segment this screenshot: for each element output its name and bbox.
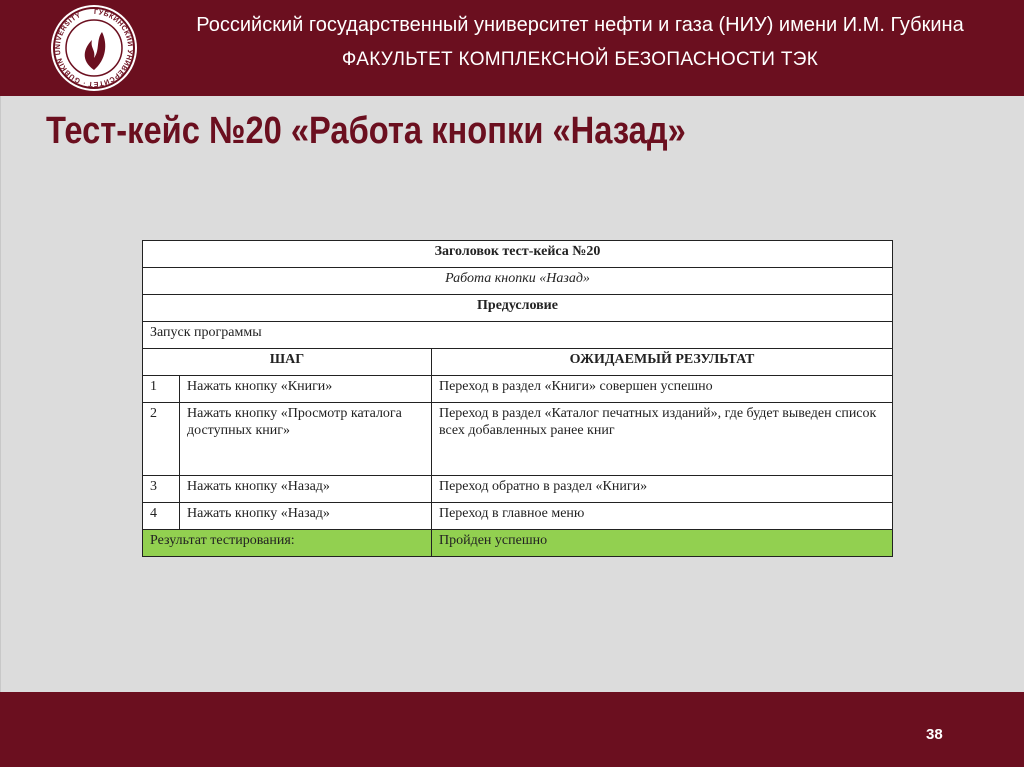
- step-number: 4: [143, 503, 180, 530]
- step-action: Нажать кнопку «Просмотр каталога доступных книг»: [180, 403, 432, 476]
- result-label: Результат тестирования:: [143, 530, 432, 557]
- step-number: 1: [143, 376, 180, 403]
- column-header-expected: ОЖИДАЕМЫЙ РЕЗУЛЬТАТ: [431, 349, 892, 376]
- page-number: 38: [926, 726, 943, 743]
- university-logo: [50, 4, 138, 92]
- step-action: Нажать кнопку «Назад»: [180, 476, 432, 503]
- university-name: Российский государственный университет нефти и газа (НИУ) имени И.М. Губкина: [196, 14, 964, 36]
- test-case-table: [142, 240, 893, 557]
- test-case-header-label: Заголовок тест-кейса №20: [143, 241, 893, 268]
- step-action: Нажать кнопку «Книги»: [180, 376, 432, 403]
- svg-text:ГУБКИНСКИЙ УНИВЕРСИТЕТ · GUBKI: ГУБКИНСКИЙ УНИВЕРСИТЕТ · GUBKIN UNIVERSITY: [54, 8, 134, 88]
- table-row: [143, 476, 893, 503]
- step-expected: Переход в раздел «Каталог печатных изданий», где будет выведен список всех добавленных ранее книг: [431, 403, 892, 476]
- step-expected: Переход в раздел «Книги» совершен успешно: [431, 376, 892, 403]
- test-case-name: Работа кнопки «Назад»: [143, 268, 893, 295]
- step-action: Нажать кнопку «Назад»: [180, 503, 432, 530]
- precondition-label: Предусловие: [143, 295, 893, 322]
- slide-title: Тест-кейс №20 «Работа кнопки «Назад»: [46, 110, 686, 152]
- precondition-value: Запуск программы: [143, 322, 893, 349]
- step-expected: Переход в главное меню: [431, 503, 892, 530]
- result-row: [143, 530, 893, 557]
- faculty-name: ФАКУЛЬТЕТ КОМПЛЕКСНОЙ БЕЗОПАСНОСТИ ТЭК: [341, 49, 819, 70]
- step-number: 2: [143, 403, 180, 476]
- table-row: [143, 503, 893, 530]
- footer-bar: [0, 692, 1024, 767]
- header-bar: [0, 0, 1024, 96]
- step-number: 3: [143, 476, 180, 503]
- table-row: [143, 403, 893, 476]
- step-expected: Переход обратно в раздел «Книги»: [431, 476, 892, 503]
- table-row: [143, 376, 893, 403]
- result-value: Пройден успешно: [431, 530, 892, 557]
- column-header-step: ШАГ: [143, 349, 432, 376]
